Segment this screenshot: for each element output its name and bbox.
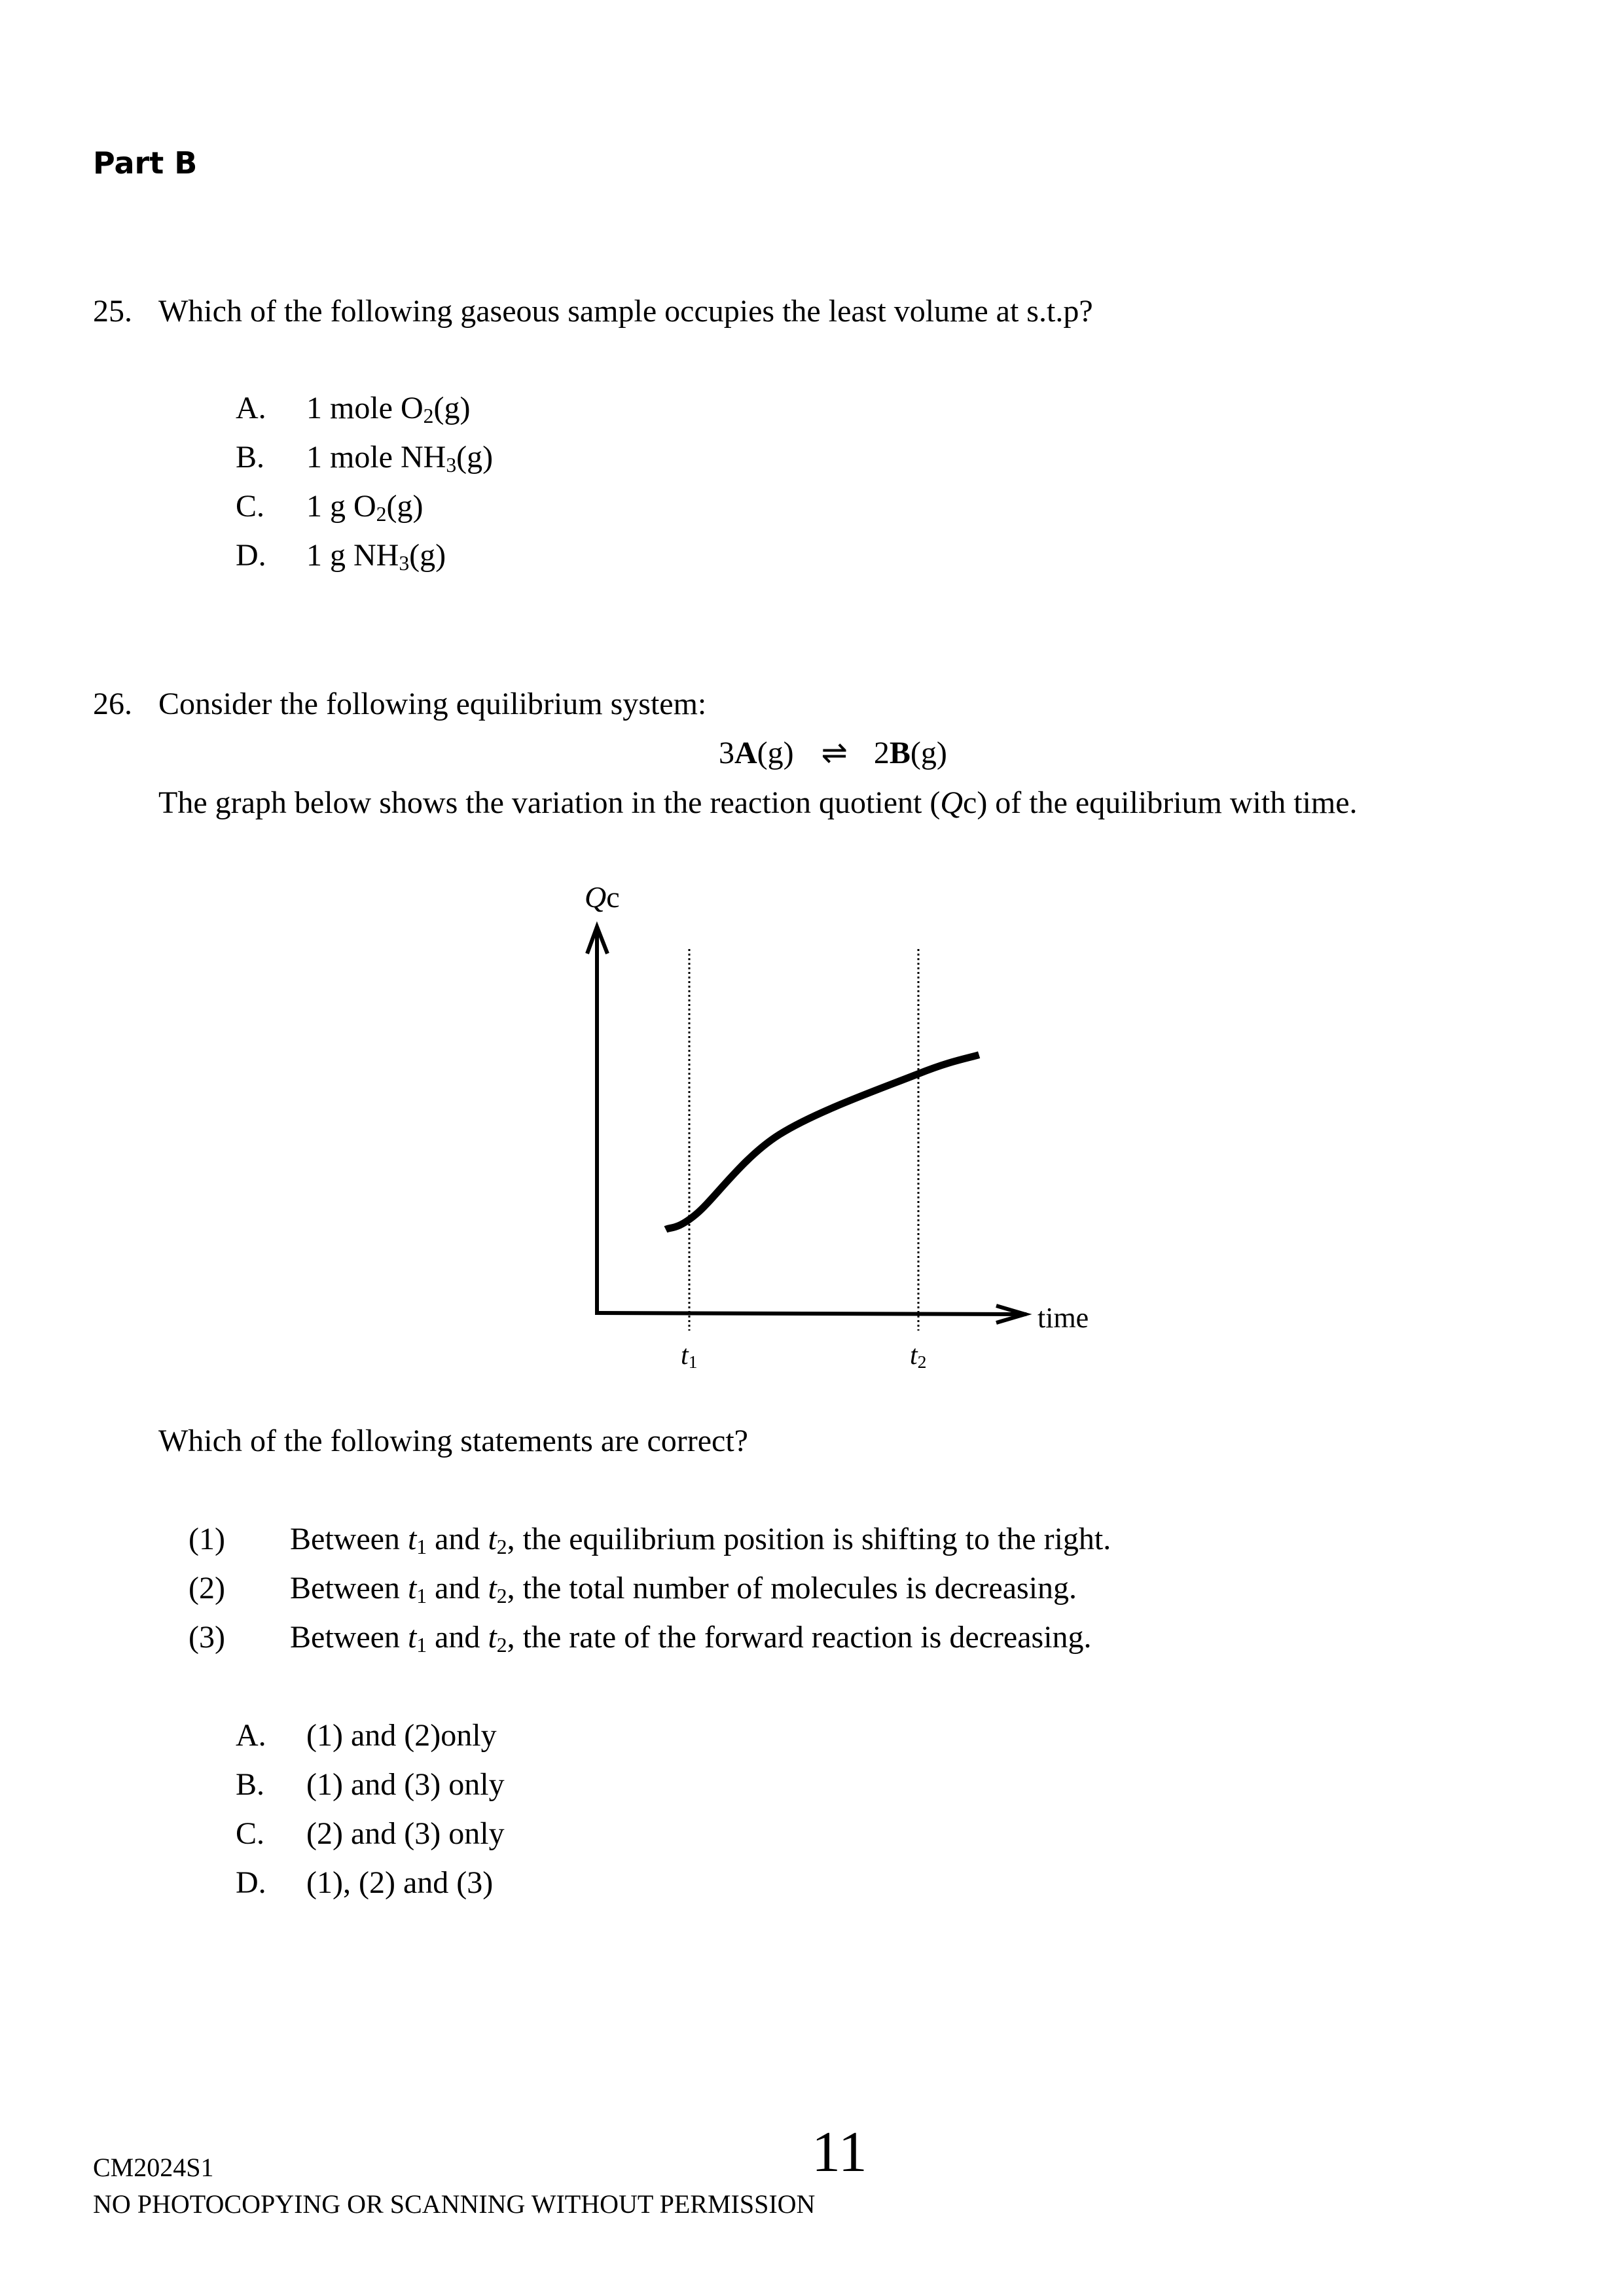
- q26-option[interactable]: [236, 1769, 505, 1801]
- statement: (1) Between $t_1$ and $t_2$, the equilibrium position is shifting to the right.: [189, 1522, 1111, 1558]
- option-letter: B.: [236, 440, 265, 475]
- option-letter: A.: [236, 1718, 266, 1753]
- q26-prompt: Which of the following statements are correct?: [158, 1424, 748, 1458]
- option-letter: C.: [236, 1816, 265, 1851]
- q26-option[interactable]: [236, 1867, 493, 1899]
- page-number: 11: [812, 2121, 867, 2184]
- t1-label: $t_1$: [681, 1340, 698, 1372]
- footer-code: CM2024S1: [93, 2153, 214, 2182]
- section-title: Part B: [93, 145, 198, 181]
- q25-option[interactable]: [236, 489, 424, 526]
- q26-intro: Consider the following equilibrium system:: [158, 687, 707, 721]
- option-text: (1), (2) and (3): [306, 1865, 494, 1900]
- equilibrium-equation: 3A(g) ⇌ 2B(g): [719, 736, 947, 770]
- q25-option[interactable]: [236, 440, 494, 476]
- option-text: 1 g $NH_3(g)$: [306, 538, 446, 575]
- qc-curve: [666, 1055, 979, 1230]
- q25-option[interactable]: [236, 538, 446, 575]
- q26-option[interactable]: [236, 1818, 505, 1850]
- q25-number: 25.: [93, 294, 132, 329]
- q25-text: Which of the following gaseous sample occupies the least volume at s.t.p?: [158, 294, 1093, 329]
- option-letter: B.: [236, 1767, 265, 1802]
- graph-intro: The graph below shows the variation in the reaction quotient (Qc) of the equilibrium with time.: [158, 785, 1358, 820]
- x-axis-arrowhead: [996, 1306, 1025, 1323]
- option-text: 1 mole $NH_3(g)$: [306, 440, 494, 476]
- y-axis-arrowhead: [587, 927, 607, 954]
- equilibrium-arrow-icon: ⇌: [821, 736, 848, 770]
- x-axis: [595, 1313, 1026, 1314]
- option-letter: C.: [236, 489, 265, 524]
- statement: (2) Between $t_1$ and $t_2$, the total number of molecules is decreasing.: [189, 1571, 1077, 1607]
- statement: (3) Between $t_1$ and $t_2$, the rate of the forward reaction is decreasing.: [189, 1620, 1092, 1657]
- option-text: (2) and (3) only: [306, 1816, 505, 1851]
- x-axis-label: time: [1038, 1302, 1089, 1334]
- q26-number: 26.: [93, 687, 132, 721]
- option-text: 1 mole $O_2(g)$: [306, 391, 471, 427]
- option-letter: D.: [236, 538, 266, 573]
- option-text: (1) and (3) only: [306, 1767, 505, 1802]
- option-letter: D.: [236, 1865, 266, 1900]
- option-text: 1 g $O_2(g)$: [306, 489, 424, 526]
- option-letter: A.: [236, 391, 266, 425]
- option-text: (1) and (2)only: [306, 1718, 497, 1753]
- q25-option[interactable]: [236, 391, 471, 427]
- footer-notice: NO PHOTOCOPYING OR SCANNING WITHOUT PERMISSION: [93, 2189, 816, 2219]
- t2-label: $t_2$: [910, 1340, 927, 1372]
- y-axis-label: Qc: [585, 880, 620, 914]
- q26-option[interactable]: [236, 1720, 497, 1751]
